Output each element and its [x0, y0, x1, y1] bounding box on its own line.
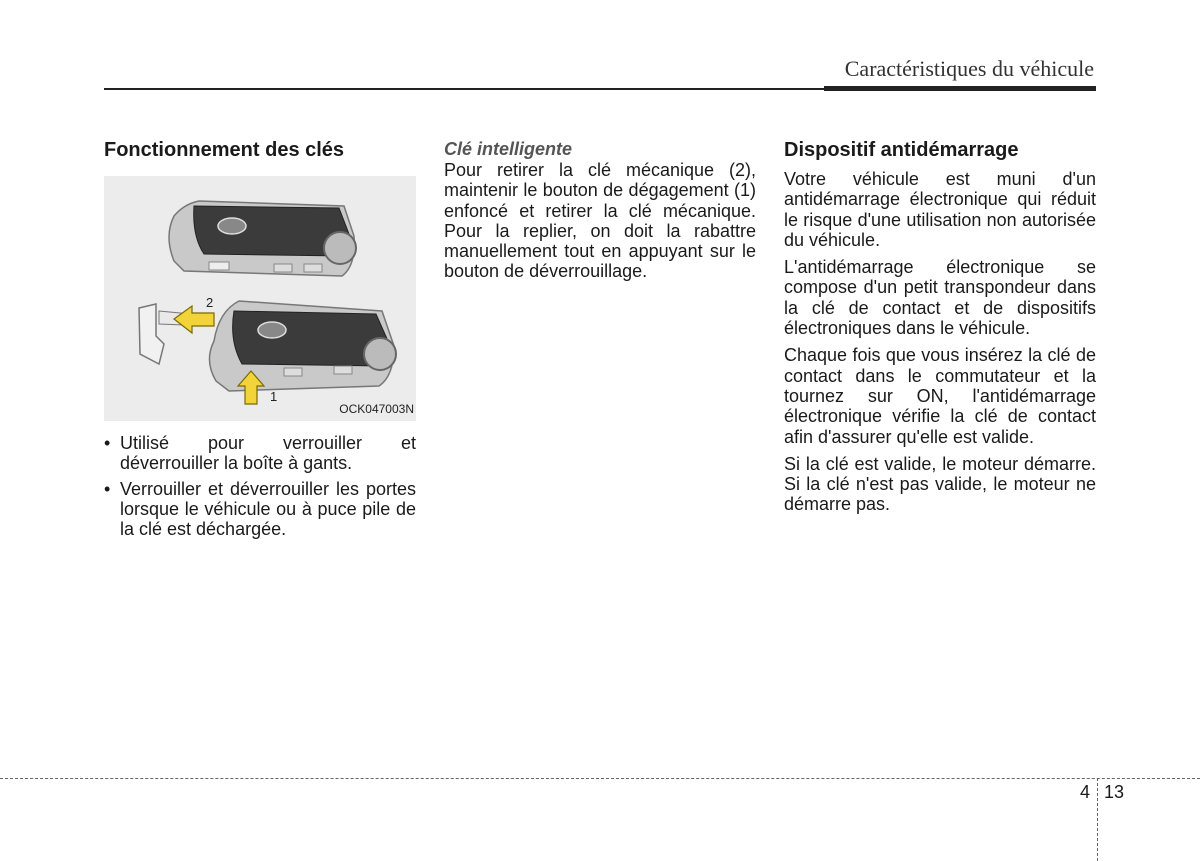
- smart-key-closed-icon: [169, 201, 356, 276]
- arrow-left-icon: [174, 306, 214, 333]
- section-heading-keys: Fonctionnement des clés: [104, 139, 345, 161]
- section-heading-smart-key: Clé intelligente: [444, 139, 573, 159]
- figure-label-2: 2: [206, 295, 214, 310]
- figure-label-1: 1: [270, 389, 278, 404]
- footer-divider-vertical: [1097, 778, 1098, 861]
- list-item: • Verrouiller et déverrouiller les portes lorsque le véhicule ou à puce pile de la clé est déchargée.: [104, 478, 416, 540]
- feature-bullet-list: [104, 433, 416, 539]
- column-left: [104, 138, 416, 544]
- immobilizer-paragraph-4: Si la clé est valide, le moteur démarre. Si la clé n'est pas valide, le moteur ne démarre pas.: [784, 453, 1096, 515]
- smart-key-figure: [104, 176, 416, 421]
- figure-caption: OCK047003N: [339, 401, 414, 416]
- bullet-text: Verrouiller et déverrouiller les portes lorsque le véhicule ou à puce pile de la clé est déchargée.: [120, 478, 416, 540]
- section-heading-immobilizer: Dispositif antidémarrage: [784, 139, 1019, 161]
- page-number: 13: [1104, 782, 1125, 802]
- bullet-text: Utilisé pour verrouiller et déverrouiller la boîte à gants.: [120, 433, 416, 474]
- column-right: [784, 138, 1096, 522]
- column-middle: [444, 138, 756, 282]
- immobilizer-paragraph-2: L'antidémarrage électronique se compose d'un petit transpondeur dans la clé de contact et de dispositifs électroniques dans le véhicule.: [784, 257, 1096, 339]
- footer-divider: [0, 778, 1200, 779]
- smart-key-open-icon: [139, 301, 396, 391]
- immobilizer-paragraph-3: Chaque fois que vous insérez la clé de contact dans le commutateur et la tournez sur ON, l'antidémarrage électronique vérifie la clé de contact afin d'assurer qu'elle est valide.: [784, 345, 1096, 447]
- page-chapter-number: 4: [1080, 782, 1091, 802]
- smart-key-illustration: [104, 176, 416, 421]
- list-item: • Utilisé pour verrouiller et déverrouiller la boîte à gants.: [104, 433, 416, 474]
- header-rule-accent: [824, 86, 1096, 91]
- immobilizer-paragraph-1: Votre véhicule est muni d'un antidémarrage électronique qui réduit le risque d'une utilisation non autorisée du véhicule.: [784, 169, 1096, 250]
- smart-key-paragraph: Pour retirer la clé mécanique (2), maintenir le bouton de dégagement (1) enfoncé et retirer la clé mécanique. Pour la replier, on doit la rabattre manuellement tout en appuyant sur le bouton de déverrouillage.: [444, 160, 756, 282]
- page-header-title: Caractéristiques du véhicule: [844, 56, 1094, 81]
